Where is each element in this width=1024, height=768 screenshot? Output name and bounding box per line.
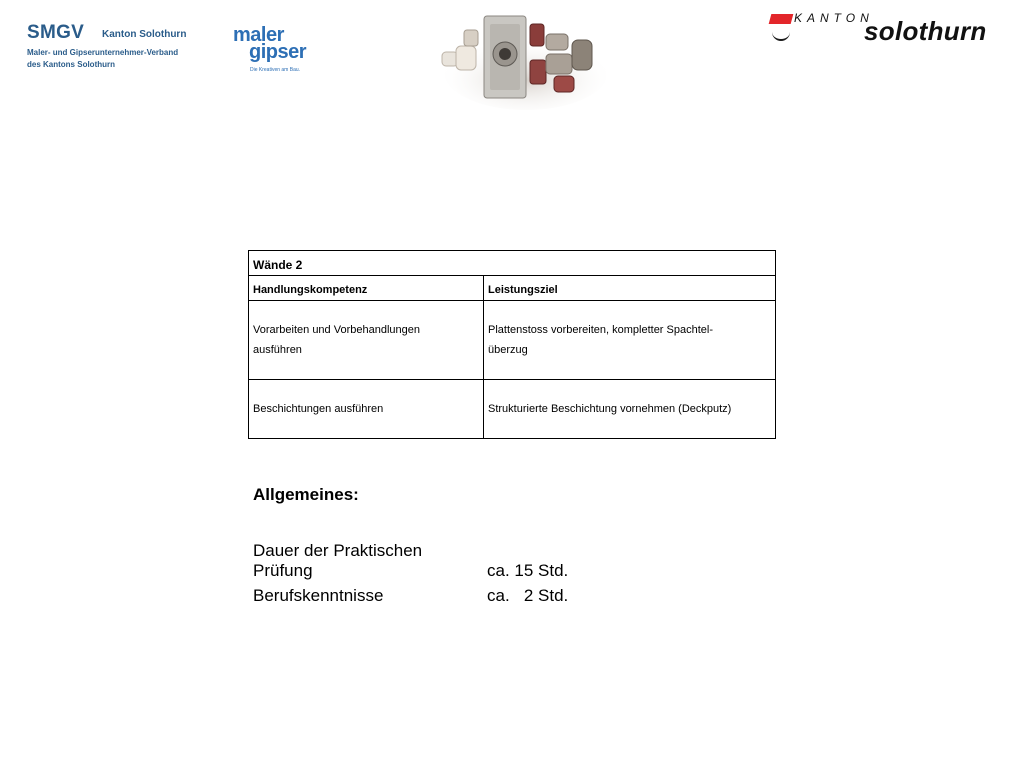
smgv-line1: Maler- und Gipserunternehmer-Verband — [27, 48, 179, 57]
competence-text-line1: Beschichtungen ausführen — [253, 403, 384, 415]
flag-icon — [769, 14, 794, 24]
ks-solothurn: solothurn — [864, 16, 987, 46]
swoosh-icon — [772, 25, 790, 41]
maler-word: maler — [233, 24, 284, 46]
smgv-kanton: Kanton Solothurn — [102, 29, 187, 40]
duration-label-text2: Prüfung — [253, 561, 313, 580]
competence-text-line1: Vorarbeiten und Vorbehandlungen — [253, 324, 420, 336]
column-header-goal: Leistungsziel — [484, 276, 776, 301]
maler-gipser-logo — [233, 24, 323, 74]
table-title-row — [249, 251, 776, 276]
table-row — [249, 380, 776, 439]
gipser-word: gipser — [249, 41, 307, 63]
knowledge-label: Berufskenntnisse — [253, 586, 384, 605]
goal-cell — [484, 380, 776, 439]
duration-label-text1: Dauer der Praktischen — [253, 541, 423, 560]
smgv-line2: des Kantons Solothurn — [27, 60, 115, 69]
smgv-abbr: SMGV — [27, 22, 85, 43]
table-header-row — [249, 276, 776, 301]
competence-text-line2: ausführen — [253, 344, 302, 356]
goal-text-line1: Strukturierte Beschichtung vornehmen (Deckputz) — [488, 403, 732, 415]
general-heading: Allgemeines: — [253, 485, 359, 504]
goal-cell — [484, 301, 776, 380]
knowledge-value: ca. 2 Std. — [487, 586, 569, 605]
smgv-logo — [27, 22, 227, 74]
table-title: Wände 2 — [249, 251, 776, 276]
goal-text-line2: überzug — [488, 344, 528, 356]
competence-cell — [249, 301, 484, 380]
maler-gipser-tagline: Die Kreativen am Bau. — [250, 67, 301, 73]
competence-table — [248, 250, 776, 439]
competence-cell — [249, 380, 484, 439]
kanton-solothurn-logo — [770, 8, 1015, 48]
goal-text-line1: Plattenstoss vorbereiten, kompletter Spachtel- — [488, 324, 714, 336]
column-header-competence: Handlungskompetenz — [249, 276, 484, 301]
ks-kanton: KANTON — [794, 11, 874, 25]
table-row — [249, 301, 776, 380]
tool-parts-photo — [436, 10, 606, 110]
duration-value: ca. 15 Std. — [487, 561, 569, 580]
